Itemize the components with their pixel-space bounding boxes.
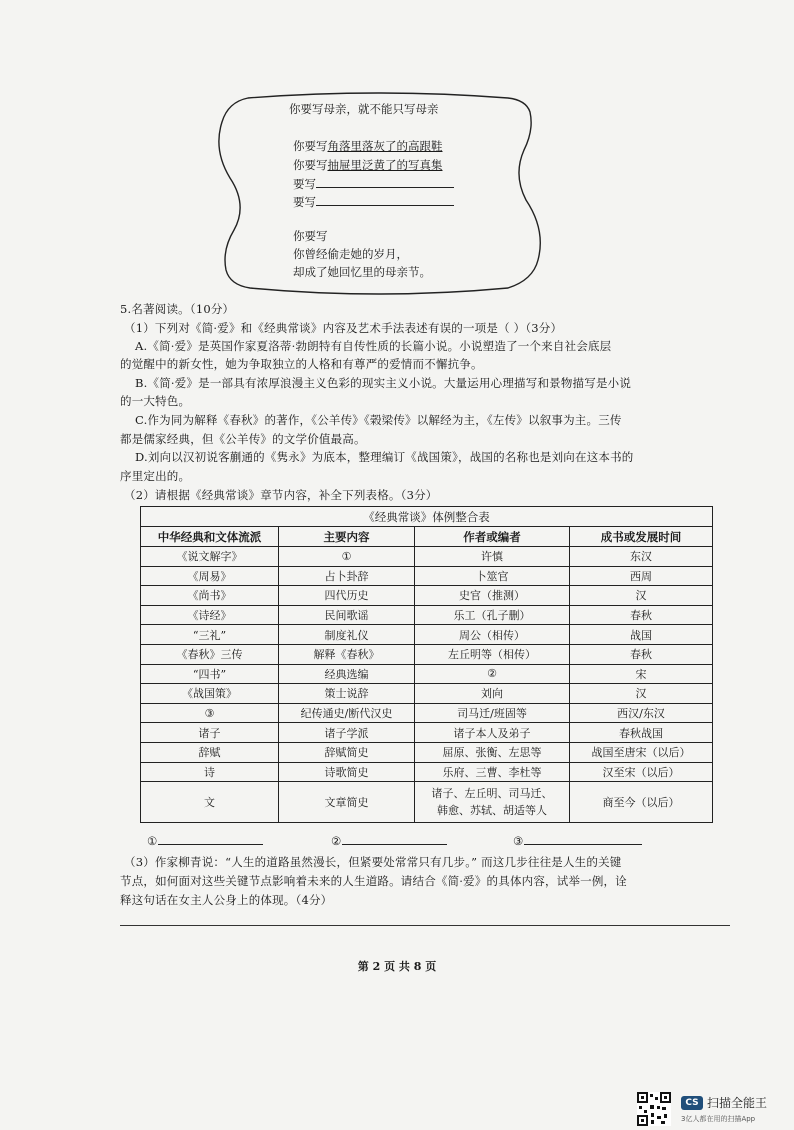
table-cell	[415, 782, 570, 823]
answer-blank-1[interactable]: ①	[147, 832, 263, 848]
table-cell: 左丘明等（相传）	[415, 644, 570, 664]
table-cell: 《诗经》	[141, 605, 279, 625]
table-row	[141, 684, 713, 704]
table-cell: 解释《春秋》	[279, 644, 415, 664]
option-c-line-2: 都是儒家经典，但《公羊传》的文学价值最高。	[120, 432, 366, 446]
option-a-line-1: A.《简·爱》是英国作家夏洛蒂·勃朗特有自传性质的长篇小说。小说塑造了一个来自社会底层	[135, 339, 612, 353]
table-cell: ①	[279, 547, 415, 567]
table-cell-line: 诸子、左丘明、司马迁、	[431, 787, 553, 801]
poem-line-2: 你要写角落里落灰了的高跟鞋	[293, 139, 443, 153]
table-header-cell: 成书或发展时间	[570, 527, 713, 547]
table-cell: 卜筮官	[415, 566, 570, 586]
table-cell: 诸子学派	[279, 723, 415, 743]
table-cell: ③	[141, 703, 279, 723]
option-a-line-2: 的觉醒中的新女性，她为争取独立的人格和有尊严的爱情而不懈抗争。	[120, 357, 483, 371]
table-cell: 四代历史	[279, 586, 415, 606]
poem-line-4: 要写	[293, 175, 454, 192]
table-cell: 春秋	[570, 605, 713, 625]
scanner-app-name: 扫描全能王	[707, 1096, 768, 1110]
table-cell: 占卜卦辞	[279, 566, 415, 586]
table-cell-line: 韩愈、苏轼、胡适等人	[437, 804, 547, 818]
table-row	[141, 664, 713, 684]
table-header-cell: 中华经典和文体流派	[141, 527, 279, 547]
table-header-row	[141, 527, 713, 547]
page-number: 第 2 页 共 8 页	[357, 960, 437, 973]
table-cell: 乐工（孔子删）	[415, 605, 570, 625]
poem-line-7: 你曾经偷走她的岁月，	[293, 247, 408, 261]
table-cell: 《春秋》三传	[141, 644, 279, 664]
table-cell: 汉	[570, 586, 713, 606]
table-header-cell: 作者或编者	[415, 527, 570, 547]
table-cell: 纪传通史/断代汉史	[279, 703, 415, 723]
table-cell: 战国至唐宋（以后）	[570, 742, 713, 762]
table-cell: 经典选编	[279, 664, 415, 684]
scanner-tagline: 3亿人都在用的扫描App	[681, 1115, 756, 1123]
table-cell: 诸子本人及弟子	[415, 723, 570, 743]
table-caption: 《经典常谈》体例整合表	[141, 507, 713, 527]
table-row	[141, 586, 713, 606]
qr-code-icon	[637, 1092, 671, 1126]
poem-line-3: 你要写抽屉里泛黄了的写真集	[293, 158, 443, 172]
sub-question-2: （2）请根据《经典常谈》章节内容，补全下列表格。（3分）	[124, 488, 438, 502]
table-cell: 文章简史	[279, 782, 415, 823]
table-row	[141, 644, 713, 664]
table-row	[141, 723, 713, 743]
table-cell: 司马迁/班固等	[415, 703, 570, 723]
table-row	[141, 703, 713, 723]
table-cell: 辞赋	[141, 742, 279, 762]
question-5-heading: 5.名著阅读。（10分）	[120, 302, 235, 316]
poem-line-8: 却成了她回忆里的母亲节。	[293, 265, 431, 279]
sub-question-3-line-2: 节点，如何面对这些关键节点影响着未来的人生道路。请结合《简·爱》的具体内容，试举一例，诠	[120, 874, 627, 888]
table-cell: 民间歌谣	[279, 605, 415, 625]
table-row	[141, 762, 713, 782]
table-cell: 汉至宋（以后）	[570, 762, 713, 782]
poem-line-1: 你要写母亲，就不能只写母亲	[289, 102, 439, 116]
answer-blank-2[interactable]: ②	[331, 832, 447, 848]
table-cell: 许慎	[415, 547, 570, 567]
option-c-line-1: C.作为同为解释《春秋》的著作，《公羊传》《榖梁传》以解经为主，《左传》以叙事为主。三传	[135, 413, 622, 427]
table-cell: 春秋战国	[570, 723, 713, 743]
table-cell: 周公（相传）	[415, 625, 570, 645]
table-row	[141, 566, 713, 586]
divider-line	[120, 925, 730, 926]
table-cell: 乐府、三曹、李杜等	[415, 762, 570, 782]
table-cell: “四书”	[141, 664, 279, 684]
poem-line-5: 要写	[293, 193, 454, 210]
table-cell: 《周易》	[141, 566, 279, 586]
table-cell: 诗歌简史	[279, 762, 415, 782]
table-cell: 诗	[141, 762, 279, 782]
classics-table	[140, 506, 713, 823]
table-cell: “三礼”	[141, 625, 279, 645]
table-cell: 屈原、张衡、左思等	[415, 742, 570, 762]
option-b-line-2: 的一大特色。	[120, 394, 191, 408]
table-cell: 战国	[570, 625, 713, 645]
scanner-logo: CS	[681, 1096, 703, 1110]
table-row	[141, 605, 713, 625]
table-cell: ②	[415, 664, 570, 684]
table-row	[141, 742, 713, 762]
table-cell: 西周	[570, 566, 713, 586]
table-cell: 《战国策》	[141, 684, 279, 704]
table-cell: 西汉/东汉	[570, 703, 713, 723]
table-cell: 辞赋简史	[279, 742, 415, 762]
table-cell: 文	[141, 782, 279, 823]
option-b-line-1: B.《简·爱》是一部具有浓厚浪漫主义色彩的现实主义小说。大量运用心理描写和景物描写是小说	[135, 376, 632, 390]
option-d-line-2: 序里定出的。	[120, 469, 191, 483]
table-cell: 史官（推测）	[415, 586, 570, 606]
table-cell: 诸子	[141, 723, 279, 743]
table-cell: 商至今（以后）	[570, 782, 713, 823]
table-cell: 刘向	[415, 684, 570, 704]
option-d-line-1: D.刘向以汉初说客蒯通的《隽永》为底本，整理编订《战国策》，战国的名称也是刘向在这本书的	[135, 450, 634, 464]
sub-question-1: （1）下列对《简·爱》和《经典常谈》内容及艺术手法表述有误的一项是（ ）（3分）	[124, 321, 563, 335]
sub-question-3-line-3: 释这句话在女主人公身上的体现。（4分）	[120, 893, 333, 907]
table-header-cell: 主要内容	[279, 527, 415, 547]
table-cell: 《说文解字》	[141, 547, 279, 567]
table-row	[141, 625, 713, 645]
answer-blank-3[interactable]: ③	[513, 832, 642, 848]
table-cell: 东汉	[570, 547, 713, 567]
poem-line-6: 你要写	[293, 229, 328, 243]
table-cell: 《尚书》	[141, 586, 279, 606]
table-row	[141, 547, 713, 567]
table-cell: 制度礼仪	[279, 625, 415, 645]
table-cell: 春秋	[570, 644, 713, 664]
sub-question-3-line-1: （3）作家柳青说：“人生的道路虽然漫长，但紧要处常常只有几步。” 而这几步往往是人生的关键	[124, 855, 622, 869]
table-cell: 宋	[570, 664, 713, 684]
table-cell: 策士说辞	[279, 684, 415, 704]
table-cell: 汉	[570, 684, 713, 704]
table-row	[141, 782, 713, 823]
